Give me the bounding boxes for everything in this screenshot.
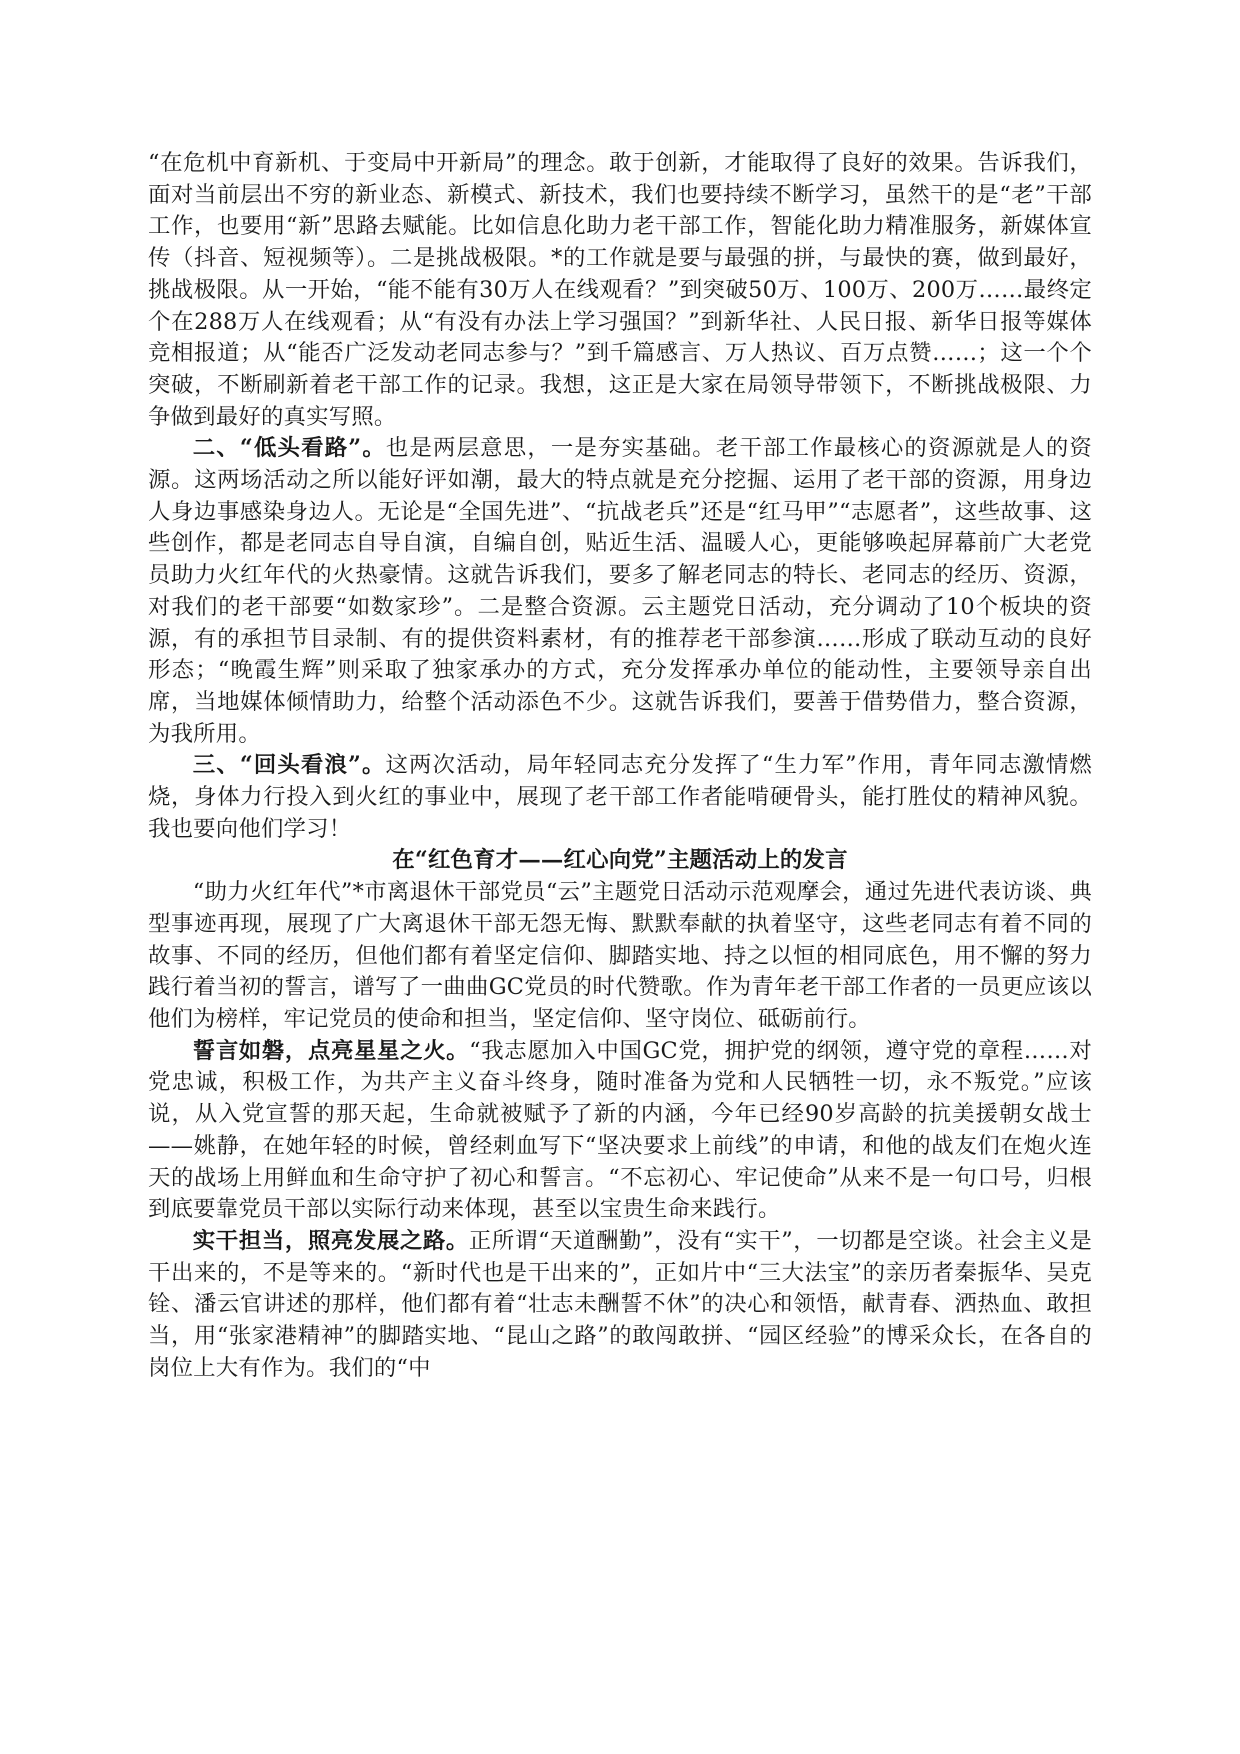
paragraph-oath [148, 1036, 1092, 1226]
speech-title: 在“红色育才——红心向党”主题活动上的发言 [392, 847, 848, 874]
paragraph-continuation: “在危机中育新机、于变局中开新局”的理念。敢于创新，才能取得了良好的效果。告诉我们，面对当前层出不穷的新业态、新模式、新技术，我们也要持续不断学习，虽然干的是“老”干部工作，也要用“新”思路去赋能。比如信息化助力老干部工作，智能化助力精准服务，新媒体宣传（抖音、短视频等）。二是挑战极限。*的工作就是要与最强的拼，与最快的赛，做到最好，挑战极限。从一开始，“能不能有30万人在线观看？”到突破50万、100万、200万……最终定个在288万人在线观看；从“有没有办法上学习强国？”到新华社、人民日报、新华日报等媒体竞相报道；从“能否广泛发动老同志参与？”到千篇感言、万人热议、百万点赞……；这一个个突破，不断刷新着老干部工作的记录。我想，这正是大家在局领导带领下，不断挑战极限、力争做到最好的真实写照。 [148, 150, 1092, 430]
oath-body: “我志愿加入中国GC党，拥护党的纲领，遵守党的章程……对党忠诚，积极工作，为共产主义奋斗终身，随时准备为党和人民牺牲一切，永不叛党。”应该说，从入党宣誓的那天起，生命就被赋予了新的内涵，今年已经90岁高龄的抗美援朝女战士——姚静，在她年轻的时候，曾经刺血写下“坚决要求上前线”的申请，和他的战友们在炮火连天的战场上用鲜血和生命守护了初心和誓言。“不忘初心、牢记使命”从来不是一句口号，归根到底要靠党员干部以实际行动来体现，甚至以宝贵生命来践行。 [148, 1037, 1092, 1223]
document-page [148, 148, 1092, 1384]
section-two-body: 也是两层意思，一是夯实基础。老干部工作最核心的资源就是人的资源。这两场活动之所以能好评如潮，最大的特点就是充分挖掘、运用了老干部的资源，用身边人身边事感染身边人。无论是“全国先进”、“抗战老兵”还是“红马甲”“志愿者”，这些故事、这些创作，都是老同志自导自演，自编自创，贴近生活、温暖人心，更能够唤起屏幕前广大老党员助力火红年代的火热豪情。这就告诉我们，要多了解老同志的特长、老同志的经历、资源，对我们的老干部要“如数家珍”。二是整合资源。云主题党日活动，充分调动了10个板块的资源，有的承担节目录制、有的提供资料素材，有的推荐老干部参演……形成了联动互动的良好形态；“晚霞生辉”则采取了独家承办的方式，充分发挥承办单位的能动性，主要领导亲自出席，当地媒体倾情助力，给整个活动添色不少。这就告诉我们，要善于借势借力，整合资源，为我所用。 [148, 435, 1093, 747]
paragraph-section-three [148, 750, 1092, 845]
paragraph-intro: “助力火红年代”*市离退休干部党员“云”主题党日活动示范观摩会，通过先进代表访谈、典型事迹再现，展现了广大离退休干部无怨无悔、默默奉献的执着坚守，这些老同志有着不同的故事、不同的经历，但他们都有着坚定信仰、脚踏实地、持之以恒的相同底色，用不懈的努力践行着当初的誓言，谱写了一曲曲GC党员的时代赞歌。作为青年老干部工作者的一员更应该以他们为榜样，牢记党员的使命和担当，坚定信仰、坚守岗位、砥砺前行。 [148, 879, 1092, 1032]
practice-body: 正所谓“天道酬勤”，没有“实干”，一切都是空谈。社会主义是干出来的，不是等来的。“新时代也是干出来的”，正如片中“三大法宝”的亲历者秦振华、吴克铨、潘云官讲述的那样，他们都有着“壮志未酬誓不休”的决心和领悟，献青春、洒热血、敢担当，用“张家港精神”的脚踏实地、“昆山之路”的敢闯敢拼、“园区经验”的博采众长，在各自的岗位上大有作为。我们的“中 [148, 1227, 1092, 1381]
section-three-body: 这两次活动，局年轻同志充分发挥了“生力军”作用，青年同志激情燃烧，身体力行投入到火红的事业中，展现了老干部工作者能啃硬骨头，能打胜仗的精神风貌。我也要向他们学习！ [148, 752, 1093, 842]
oath-heading: 誓言如磐，点亮星星之火。 [192, 1037, 470, 1064]
section-two-heading: 二、“低头看路”。 [192, 435, 386, 462]
paragraph-practice [148, 1226, 1092, 1385]
section-three-heading: 三、“回头看浪”。 [192, 752, 386, 779]
practice-heading: 实干担当，照亮发展之路。 [192, 1227, 469, 1254]
paragraph-section-two [148, 433, 1092, 750]
